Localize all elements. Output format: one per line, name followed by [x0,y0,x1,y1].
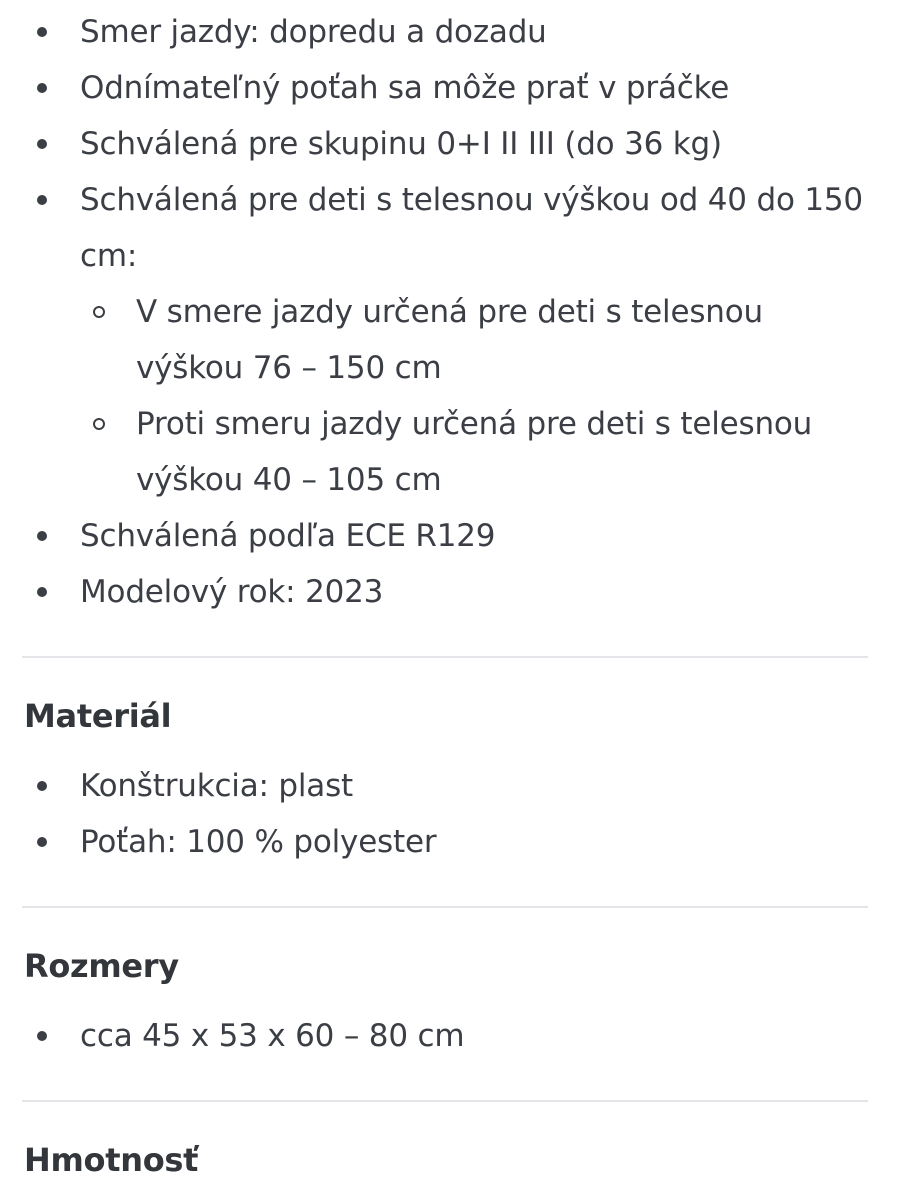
bullet-dot [37,27,47,37]
list-item-text: Schválená pre skupinu 0+I II III (do 36 kg) [80,126,722,162]
list-item [0,564,880,620]
sublist-item [0,284,880,396]
list-item-text: Konštrukcia: plast [80,768,353,804]
bullet-dot [37,531,47,541]
bullet-dot [37,837,47,847]
list-item-text: Poťah: 100 % polyester [80,824,437,860]
sublist-item [0,396,880,508]
section-title-material: Materiál [24,697,172,735]
section-divider [22,656,868,658]
bullet-dot [37,195,47,205]
list-item-text: Smer jazdy: dopredu a dozadu [80,14,547,50]
bullet-dot [37,587,47,597]
list-item-text: Modelový rok: 2023 [80,574,384,610]
list-item [0,116,880,172]
list-item [0,4,880,60]
list-item [0,60,880,116]
list-item [0,508,880,564]
features-list [0,4,880,620]
sublist-item-text: V smere jazdy určená pre deti s telesnou výškou 76 – 150 cm [136,294,763,386]
dimensions-list [0,1008,880,1064]
list-item-text: cca 45 x 53 x 60 – 80 cm [80,1018,465,1054]
material-list [0,758,880,870]
section-divider [22,1100,868,1102]
height-sublist [0,284,880,508]
bullet-circle [93,306,105,318]
list-item [0,172,880,508]
bullet-dot [37,781,47,791]
bullet-dot [37,139,47,149]
section-divider [22,906,868,908]
list-item [0,814,880,870]
list-item-text: Schválená podľa ECE R129 [80,518,496,554]
list-item-text: Schválená pre deti s telesnou výškou od 40 do 150 cm: [80,182,863,274]
bullet-circle [93,418,105,430]
list-item [0,758,880,814]
list-item-text: Odnímateľný poťah sa môže prať v práčke [80,70,730,106]
sublist-item-text: Proti smeru jazdy určená pre deti s telesnou výškou 40 – 105 cm [136,406,813,498]
section-title-dimensions: Rozmery [24,947,179,985]
section-title-weight: Hmotnosť [24,1141,199,1179]
bullet-dot [37,83,47,93]
bullet-dot [37,1031,47,1041]
list-item [0,1008,880,1064]
